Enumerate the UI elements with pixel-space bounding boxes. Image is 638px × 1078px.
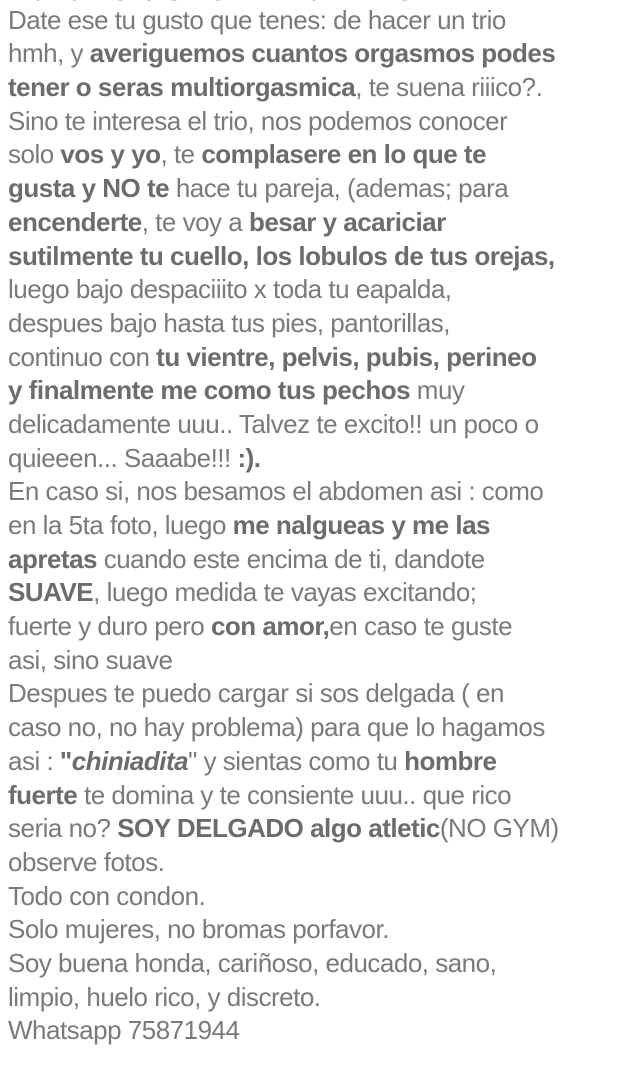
text-segment: hmh, y: [8, 38, 90, 69]
text-line: [8, 4, 632, 38]
text-line: [8, 576, 632, 610]
text-segment: solo: [8, 139, 61, 170]
text-line: [8, 644, 632, 678]
text-line: [8, 206, 632, 240]
text-line: [8, 105, 632, 139]
text-segment: limpio, huelo rico, y discreto.: [8, 981, 321, 1012]
text-segment-bold: gusta y NO te: [8, 173, 170, 204]
text-segment: fuerte y duro pero: [8, 611, 211, 642]
text-segment: en caso te guste: [329, 611, 513, 642]
text-line: [8, 442, 632, 476]
text-segment: seria no?: [8, 813, 118, 844]
text-line: [8, 374, 632, 408]
text-line: [8, 408, 632, 442]
text-line: [8, 138, 632, 172]
text-line: [8, 37, 632, 71]
text-segment-bold: y finalmente me como tus pechos: [8, 375, 411, 406]
text-segment-bold: tener o seras multiorgasmica: [8, 72, 356, 103]
text-line: [8, 509, 632, 543]
text-line: [8, 880, 632, 914]
text-segment-bold: con amor,: [210, 611, 330, 642]
text-segment-bold: fuerte: [8, 779, 78, 810]
text-segment-bold: besar y acariciar: [248, 206, 446, 237]
text-segment: continuo con: [8, 341, 157, 372]
text-segment: observe fotos.: [8, 846, 165, 877]
text-line: [8, 475, 632, 509]
text-segment: , luego medida te vayas excitando;: [93, 577, 477, 608]
text-segment-bold: sutilmente tu cuello, los lobulos de tus orejas,: [8, 240, 555, 271]
text-line: [8, 677, 632, 711]
text-segment: muy: [410, 375, 465, 406]
text-line: [8, 846, 632, 880]
text-line: [8, 812, 632, 846]
text-segment-bold: apretas: [8, 543, 97, 574]
text-segment: Todo con condon.: [8, 880, 206, 911]
text-segment-bold: hombre: [404, 745, 497, 776]
text-line: [8, 71, 632, 105]
text-segment: cuando este encima de ti, dandote: [97, 543, 485, 574]
text-segment: quieeen... Saaabe!!!: [8, 442, 238, 473]
text-segment: (NO GYM): [439, 813, 559, 844]
text-segment: en la 5ta foto, luego: [8, 510, 233, 540]
text-line: [8, 240, 632, 274]
text-segment: despues bajo hasta tus pies, pantorillas,: [8, 307, 451, 338]
text-line: [8, 913, 632, 947]
text-segment: , te suena riiico?.: [355, 72, 543, 103]
text-segment: , te: [160, 139, 202, 170]
text-segment-bold: complasere en lo que te: [201, 139, 487, 170]
text-segment-bold: SUAVE: [8, 577, 94, 608]
text-segment: hace tu pareja, (ademas; para: [169, 173, 509, 204]
text-segment: [8, 0, 459, 1]
text-segment-bold: encenderte: [8, 206, 142, 237]
text-line: [8, 543, 632, 577]
text-segment-bold: SOY DELGADO algo atletic: [117, 813, 440, 844]
text-line: [8, 273, 632, 307]
text-segment: asi :: [8, 745, 60, 776]
text-line-partial-bottom: [8, 1014, 632, 1048]
text-line: [8, 947, 632, 981]
text-line: [8, 745, 632, 779]
text-line: [8, 711, 632, 745]
text-segment-bold: vos y yo: [60, 139, 161, 170]
text-segment: Solo mujeres, no bromas porfavor.: [8, 914, 389, 945]
text-segment-bold: chiniadita: [71, 745, 189, 776]
text-segment: luego bajo despaciiito x toda tu eapalda,: [8, 274, 452, 305]
text-segment-bold: tu vientre, pelvis, pubis, perineo: [156, 341, 537, 372]
text-line: [8, 981, 632, 1015]
text-segment: Sino te interesa el trio, nos podemos conocer: [8, 105, 508, 136]
text-segment-bold: averiguemos cuantos orgasmos podes: [89, 38, 556, 69]
text-segment-bold: :).: [237, 442, 261, 473]
text-segment: asi, sino suave: [8, 644, 173, 675]
text-line: [8, 307, 632, 341]
text-segment: caso no, no hay problema) para que lo hagamos: [8, 712, 545, 743]
text-segment: " y sientas como tu: [188, 745, 405, 776]
text-segment: Whatsapp 75871944: [8, 1015, 240, 1046]
text-line: [8, 341, 632, 375]
text-segment: delicadamente uuu.. Talvez te excito!! un poco o: [8, 408, 539, 439]
text-segment: Soy buena honda, cariñoso, educado, sano,: [8, 947, 497, 978]
text-segment: En caso si, nos besamos el abdomen asi : como: [8, 476, 544, 507]
text-segment-bold: me nalgueas y me las: [232, 510, 490, 540]
text-line: [8, 779, 632, 813]
text-segment: Date ese tu gusto que tenes: de hacer un trio: [8, 4, 506, 35]
text-segment: Despues te puedo cargar si sos delgada ( en: [8, 678, 504, 709]
text-line: [8, 610, 632, 644]
text-line: [8, 172, 632, 206]
text-segment: te domina y te consiente uuu.. que rico: [77, 779, 512, 810]
text-segment-bold: ": [59, 745, 72, 776]
text-segment: , te voy a: [141, 206, 249, 237]
